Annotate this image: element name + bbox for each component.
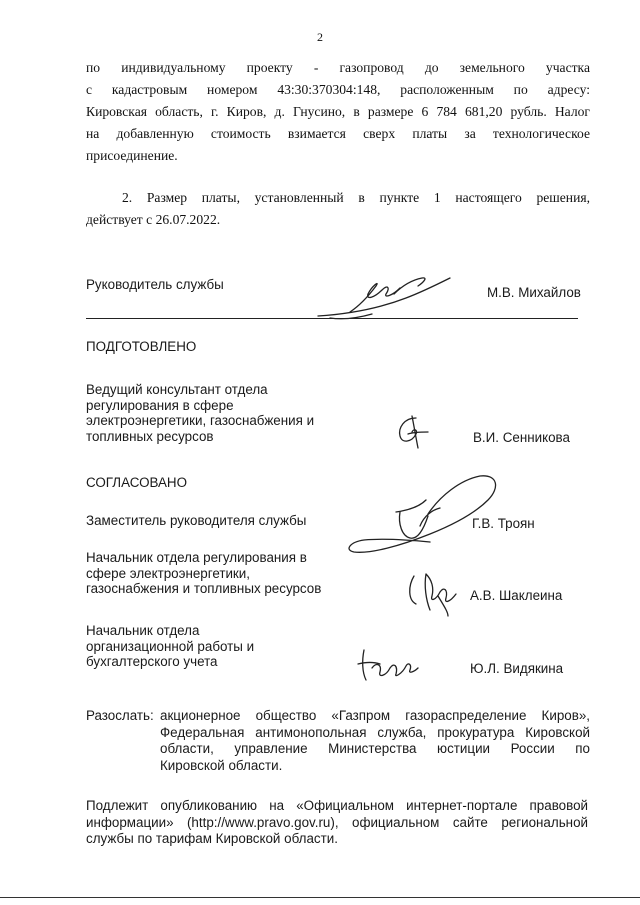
paragraph-line: на добавленную стоимость взимается сверх платы за технологическое: [86, 126, 590, 141]
position-line: Начальник отдела: [86, 623, 200, 638]
position-line: Заместитель руководителя службы: [86, 513, 307, 528]
prepared-heading: ПОДГОТОВЛЕНО: [86, 339, 197, 354]
agreed-signer-2-position: [86, 550, 366, 597]
prepared-signature: [392, 412, 432, 452]
position-line: Ведущий консультант отдела: [86, 382, 268, 397]
head-title: Руководитель службы: [86, 277, 224, 292]
position-line: бухгалтерского учета: [86, 654, 218, 669]
agreed-signer-3-name: Ю.Л. Видякина: [470, 661, 564, 676]
position-line: топливных ресурсов: [86, 428, 214, 444]
publication-line: службы по тарифам Кировской области.: [86, 831, 338, 846]
paragraph-line: присоединение.: [86, 148, 178, 163]
head-name: М.В. Михайлов: [487, 285, 581, 300]
distribution-line: Федеральная антимонопольная служба, прокуратура Кировской: [160, 724, 590, 740]
distribution-line: области, управление Министерства юстиции России по: [160, 741, 590, 756]
page-number: 2: [317, 30, 323, 44]
publication-line: Подлежит опубликованию на «Официальном интернет-портале правовой: [86, 798, 588, 813]
agreed-signer-2-name: А.В. Шаклеина: [470, 588, 563, 603]
distribution-line: Кировской области.: [160, 757, 283, 773]
head-signature: [310, 268, 460, 324]
agreed-signer-3-signature: [352, 642, 422, 686]
paragraph-line: по индивидуальному проекту - газопровод до земельного участка: [86, 60, 590, 75]
agreed-signer-1-name: Г.В. Троян: [472, 516, 535, 531]
paragraph-line: действует с 26.07.2022.: [86, 212, 221, 227]
distribution-block: [86, 708, 590, 778]
publication-note: [86, 798, 588, 848]
position-line: регулирования в сфере: [86, 397, 234, 413]
paragraph-2: [86, 187, 590, 231]
publication-line: информации» (http://www.pravo.gov.ru), официальном сайте региональной: [86, 814, 588, 830]
agreed-heading: СОГЛАСОВАНО: [86, 475, 188, 490]
distribution-list: [160, 708, 590, 774]
page-edge-line: [0, 897, 640, 898]
paragraph-line: 2. Размер платы, установленный в пункте 1 настоящего решения,: [122, 190, 590, 205]
position-line: газоснабжения и топливных ресурсов: [86, 581, 322, 596]
prepared-name: В.И. Сенникова: [473, 430, 570, 445]
signature-divider: [86, 318, 578, 319]
paragraph-line: Кировская область, г. Киров, д. Гнусино, в размере 6 784 681,20 рубль. Налог: [86, 104, 590, 119]
position-line: Начальник отдела регулирования в: [86, 550, 307, 565]
position-line: сфере электроэнергетики,: [86, 565, 250, 581]
paragraph-1: [86, 57, 590, 167]
distribution-line: акционерное общество «Газпром газораспределение Киров»,: [160, 708, 590, 723]
agreed-signer-2-signature: [404, 566, 466, 618]
position-line: электроэнергетики, газоснабжения и: [86, 413, 315, 428]
distribution-label: Разослать:: [86, 708, 154, 723]
paragraph-line: с кадастровым номером 43:30:370304:148, расположенным по адресу:: [86, 82, 590, 97]
position-line: организационной работы и: [86, 638, 255, 654]
agreed-signer-1-position: [86, 513, 366, 529]
prepared-position: [86, 382, 366, 444]
agreed-signer-3-position: [86, 623, 366, 670]
